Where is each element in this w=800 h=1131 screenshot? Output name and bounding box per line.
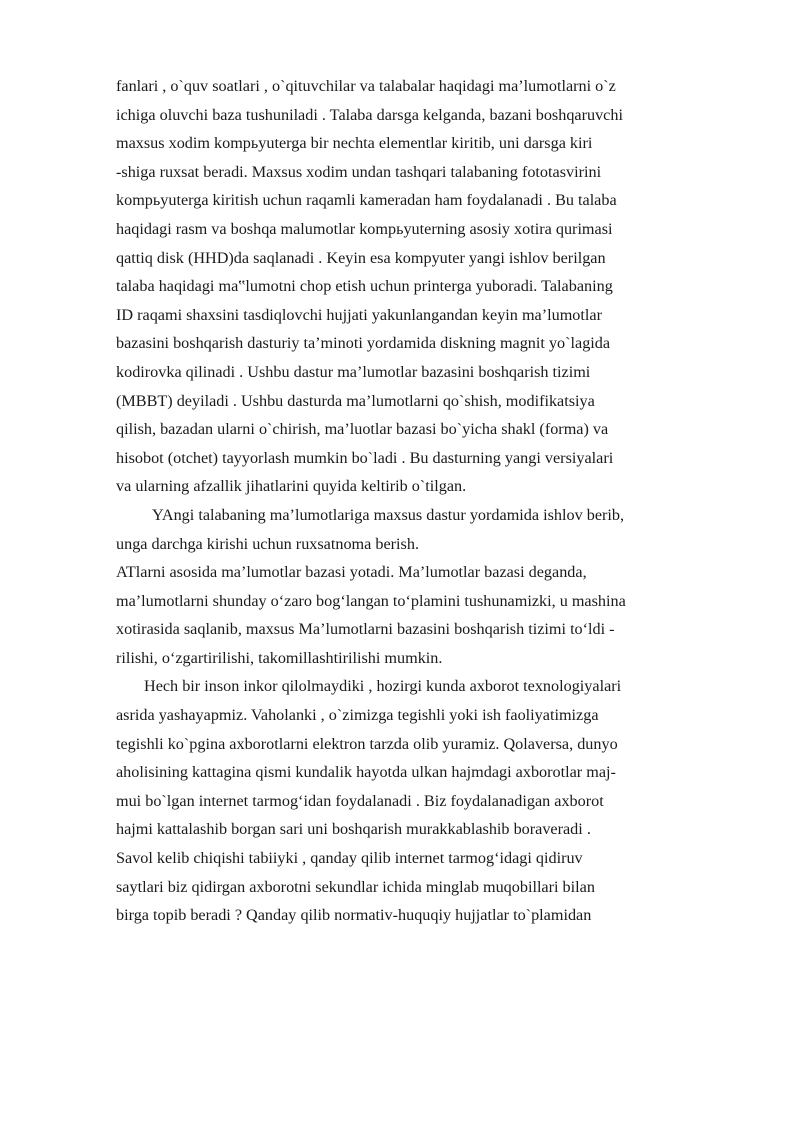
text-line: bazasini boshqarish dasturiy ta’minoti yordamida diskning magnit yo`lagida: [116, 334, 611, 353]
text-line: birga topib beradi ? Qanday qilib normativ-huquqiy hujjatlar to`plamidan: [116, 906, 592, 925]
text-line: va ularning afzallik jihatlarini quyida keltirib o`tilgan.: [116, 477, 467, 496]
text-line: qilish, bazadan ularni o`chirish, ma’luotlar bazasi bo`yicha shakl (forma) va: [116, 420, 609, 439]
text-line: Savol kelib chiqishi tabiiyki , qanday qilib internet tarmog‘idagi qidiruv: [116, 849, 583, 868]
text-line: xotirasida saqlanib, maxsus Ma’lumotlarni bazasini boshqarish tizimi to‘ldi -: [116, 620, 615, 639]
text-line: (MBBT) deyiladi . Ushbu dasturda ma’lumotlarni qo`shish, modifikatsiya: [116, 391, 595, 410]
text-line: tegishli ko`pgina axborotlarni elektron tarzda olib yuramiz. Qolaversa, dunyo: [116, 734, 618, 753]
text-line: ichiga oluvchi baza tushuniladi . Talaba darsga kelganda, bazani boshqaruvchi: [116, 105, 623, 124]
text-line: ATlarni asosida ma’lumotlar bazasi yotadi. Ma’lumotlar bazasi deganda,: [116, 563, 587, 582]
text-line: haqidagi rasm va boshqa malumotlar kompьyuterning asosiy xotira qurimasi: [116, 219, 613, 238]
text-line: ma’lumotlarni shunday o‘zaro bog‘langan to‘plamini tushunamizki, u mashina: [116, 591, 626, 610]
text-line: hajmi kattalashib borgan sari uni boshqarish murakkablashib boraveradi .: [116, 820, 591, 839]
text-line: talaba haqidagi ma‟lumotni chop etish uchun printerga yuboradi. Talabaning: [116, 277, 613, 296]
text-line: kompьyuterga kiritish uchun raqamli kameradan ham foydalanadi . Bu talaba: [116, 191, 617, 210]
text-line: kodirovka qilinadi . Ushbu dastur ma’lumotlar bazasini boshqarish tizimi: [116, 362, 591, 381]
text-line: qattiq disk (HHD)da saqlanadi . Keyin esa kompyuter yangi ishlov berilgan: [116, 248, 606, 267]
text-line: saytlari biz qidirgan axborotni sekundlar ichida minglab muqobillari bilan: [116, 877, 595, 896]
text-line: -shiga ruxsat beradi. Maxsus xodim undan tashqari talabaning fototasvirini: [116, 162, 602, 181]
text-line: rilishi, o‘zgartirilishi, takomillashtirilishi mumkin.: [116, 648, 443, 667]
text-line: ID raqami shaxsini tasdiqlovchi hujjati yakunlangandan keyin ma’lumotlar: [116, 305, 602, 324]
text-line: Hech bir inson inkor qilolmaydiki , hozirgi kunda axborot texnologiyalari: [144, 677, 622, 696]
text-line: fanlari , o`quv soatlari , o`qituvchilar va talabalar haqidagi ma’lumotlarni o`z: [116, 77, 616, 95]
text-line: aholisining kattagina qismi kundalik hayotda ulkan hajmdagi axborotlar maj-: [116, 763, 616, 782]
text-line: mui bo`lgan internet tarmog‘idan foydalanadi . Biz foydalanadigan axborot: [116, 791, 604, 810]
body-text: [116, 72, 744, 930]
text-line: asrida yashayapmiz. Vaholanki , o`zimizga tegishli yoki ish faoliyatimizga: [116, 706, 599, 725]
text-line: hisobot (otchet) tayyorlash mumkin bo`ladi . Bu dasturning yangi versiyalari: [116, 448, 614, 467]
text-line: maxsus xodim kompьyuterga bir nechta elementlar kiritib, uni darsga kiri: [116, 134, 593, 153]
text-line: YAngi talabaning ma’lumotlariga maxsus dastur yordamida ishlov berib,: [152, 505, 625, 524]
text-line: unga darchga kirishi uchun ruxsatnoma berish.: [116, 534, 419, 553]
